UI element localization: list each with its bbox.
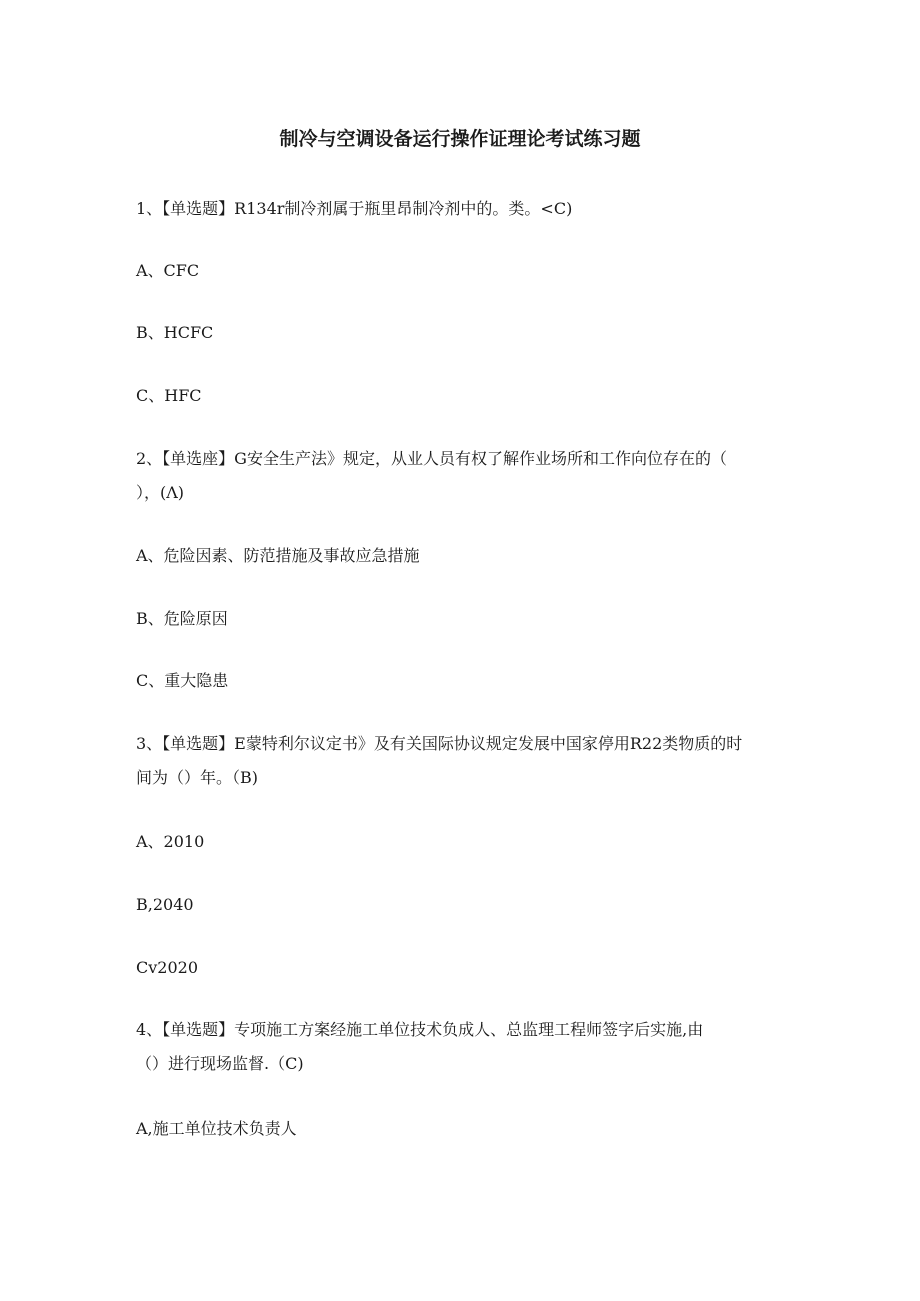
question-2-option-c: C、重大隐患 bbox=[136, 671, 229, 690]
page-title: 制冷与空调设备运行操作证理论考试练习题 bbox=[279, 128, 641, 150]
question-3-text-continued: 间为（）年。（B) bbox=[136, 768, 259, 787]
question-2-text-continued: ），(Λ) bbox=[136, 483, 185, 502]
question-4-option-a: A,施工单位技术负责人 bbox=[136, 1119, 297, 1138]
question-1-option-c: C、HFC bbox=[136, 386, 202, 405]
question-3-option-a: A、2010 bbox=[136, 832, 205, 851]
question-2-text: 2、【单选座】G安全生产法》规定，从业人员有权了解作业场所和工作向位存在的（ bbox=[136, 449, 727, 468]
question-1-text: 1、【单选题】R134r制冷剂属于瓶里昂制冷剂中的。类。<C) bbox=[136, 199, 573, 218]
question-4-text-continued: （）进行现场监督.（C) bbox=[136, 1054, 304, 1073]
question-3-option-b: B,2040 bbox=[136, 895, 194, 914]
question-3-option-c: Cv2020 bbox=[136, 958, 198, 977]
question-3-text: 3、【单选题】E蒙特利尔议定书》及有关国际协议规定发展中国家停用R22类物质的时 bbox=[136, 734, 743, 753]
question-1-option-a: A、CFC bbox=[136, 261, 200, 280]
question-2-option-a: A、危险因素、防范措施及事故应急措施 bbox=[136, 546, 420, 565]
question-4-text: 4、【单选题】专项施工方案经施工单位技术负成人、总监理工程师签字后实施,由 bbox=[136, 1020, 704, 1039]
question-1-option-b: B、HCFC bbox=[136, 323, 214, 342]
question-2-option-b: B、危险原因 bbox=[136, 609, 228, 628]
